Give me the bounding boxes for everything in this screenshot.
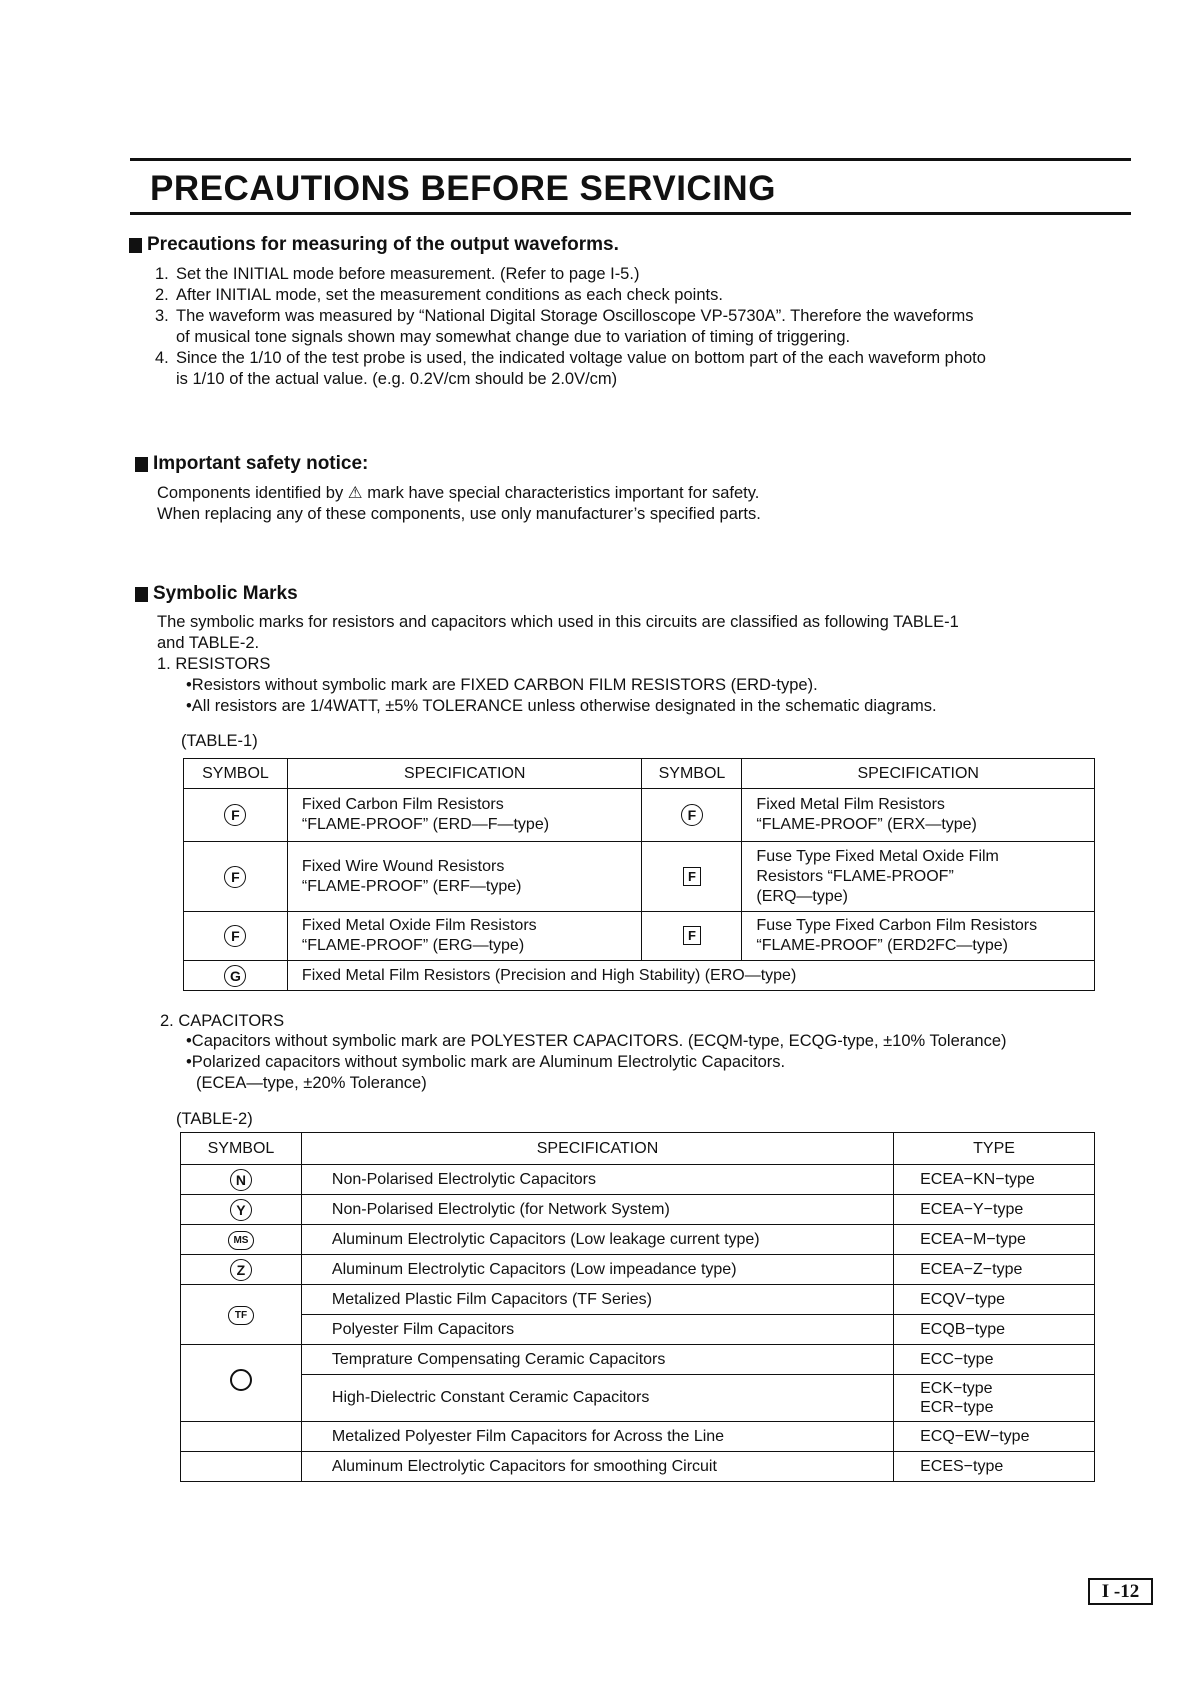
circled-g-symbol-icon: G: [224, 965, 246, 987]
page-title: PRECAUTIONS BEFORE SERVICING: [150, 169, 776, 208]
circled-f-symbol-icon: F: [224, 804, 246, 826]
list-item: 2. After INITIAL mode, set the measurement conditions as each check points.: [155, 286, 723, 304]
capacitors-title: 2. CAPACITORS: [160, 1012, 285, 1030]
circled-f-symbol-icon: F: [224, 925, 246, 947]
list-item-continuation: is 1/10 of the actual value. (e.g. 0.2V/cm should be 2.0V/cm): [176, 370, 618, 388]
table-row: Polyester Film Capacitors ECQB−type: [181, 1315, 1095, 1345]
capacitors-bullet-3: (ECEA—type, ±20% Tolerance): [196, 1074, 427, 1092]
resistors-bullet-2: •All resistors are 1/4WATT, ±5% TOLERANCE unless otherwise designated in the schematic diagrams.: [186, 697, 937, 715]
table-row: G Fixed Metal Film Resistors (Precision and High Stability) (ERO—type): [184, 961, 1095, 991]
circled-tf-symbol-icon: TF: [228, 1306, 254, 1325]
symbolic-intro-line1: The symbolic marks for resistors and capacitors which used in this circuits are classified as following TABLE-1: [157, 613, 959, 631]
table-row: F Fixed Metal Oxide Film Resistors “FLAME-PROOF” (ERG—type) F Fuse Type Fixed Carbon Film Resistors “FLAME-PROOF” (ERD2FC—type): [184, 912, 1095, 961]
capacitor-table: [180, 1132, 1095, 1482]
open-circle-symbol-icon: [230, 1369, 252, 1391]
resistor-table: [183, 758, 1095, 991]
circled-y-symbol-icon: Y: [230, 1199, 252, 1221]
table-row: TF Metalized Plastic Film Capacitors (TF Series) ECQV−type: [181, 1285, 1095, 1315]
measuring-heading: Precautions for measuring of the output waveforms.: [129, 234, 619, 256]
table-row: MS Aluminum Electrolytic Capacitors (Low leakage current type) ECEA−M−type: [181, 1225, 1095, 1255]
table-row: Aluminum Electrolytic Capacitors for smoothing Circuit ECES−type: [181, 1452, 1095, 1482]
boxed-f-symbol-icon: F: [683, 867, 701, 886]
symbolic-intro-line2: and TABLE-2.: [157, 634, 260, 652]
header-symbol: SYMBOL: [181, 1133, 302, 1165]
circled-ms-symbol-icon: MS: [228, 1231, 254, 1250]
table-row: Z Aluminum Electrolytic Capacitors (Low impeadance type) ECEA−Z−type: [181, 1255, 1095, 1285]
table1-label: (TABLE-1): [181, 732, 258, 750]
table-row: Temprature Compensating Ceramic Capacitors ECC−type: [181, 1345, 1095, 1375]
table-row: F Fixed Carbon Film Resistors “FLAME-PROOF” (ERD—F—type) F Fixed Metal Film Resistors “FLAME-PROOF” (ERX—type): [184, 789, 1095, 842]
resistors-bullet-1: •Resistors without symbolic mark are FIXED CARBON FILM RESISTORS (ERD-type).: [186, 676, 818, 694]
capacitors-bullet-1: •Capacitors without symbolic mark are POLYESTER CAPACITORS. (ECQM-type, ECQG-type, ±10% Tolerance): [186, 1032, 1007, 1050]
table2-label: (TABLE-2): [176, 1110, 253, 1128]
header-specification: SPECIFICATION: [301, 1133, 893, 1165]
table-header-row: [184, 759, 1095, 789]
title-top-rule: [130, 158, 1131, 161]
list-item-continuation: of musical tone signals shown may somewhat change due to variation of timing of triggering.: [176, 328, 851, 346]
list-item: 4. Since the 1/10 of the test probe is used, the indicated voltage value on bottom part of the each waveform photo: [155, 349, 986, 367]
list-item: 1. Set the INITIAL mode before measurement. (Refer to page I-5.): [155, 265, 640, 283]
table-row: Y Non-Polarised Electrolytic (for Network System) ECEA−Y−type: [181, 1195, 1095, 1225]
page-number: I -12: [1088, 1578, 1153, 1605]
resistors-title: 1. RESISTORS: [157, 655, 271, 673]
warning-triangle-icon: ⚠: [347, 484, 363, 502]
list-item: 3. The waveform was measured by “National Digital Storage Oscilloscope VP-5730A”. Therefore the waveforms: [155, 307, 974, 325]
bullet-square-icon: [135, 457, 148, 472]
bullet-square-icon: [129, 238, 142, 253]
bullet-square-icon: [135, 587, 148, 602]
table-row: F Fixed Wire Wound Resistors “FLAME-PROOF” (ERF—type) F Fuse Type Fixed Metal Oxide Film Resistors “FLAME-PROOF” (ERQ—type): [184, 842, 1095, 912]
circled-n-symbol-icon: N: [230, 1169, 252, 1191]
circled-f-symbol-icon: F: [224, 866, 246, 888]
circled-f-symbol-icon: F: [681, 804, 703, 826]
safety-text-line1: Components identified by ⚠ mark have special characteristics important for safety.: [157, 484, 760, 502]
table-row: N Non-Polarised Electrolytic Capacitors ECEA−KN−type: [181, 1165, 1095, 1195]
safety-heading: Important safety notice:: [135, 453, 368, 475]
symbolic-heading: Symbolic Marks: [135, 583, 298, 605]
capacitors-bullet-2: •Polarized capacitors without symbolic mark are Aluminum Electrolytic Capacitors.: [186, 1053, 786, 1071]
header-symbol: SYMBOL: [184, 759, 288, 789]
header-symbol-2: SYMBOL: [642, 759, 742, 789]
header-specification-2: SPECIFICATION: [742, 759, 1095, 789]
table-row: Metalized Polyester Film Capacitors for Across the Line ECQ−EW−type: [181, 1422, 1095, 1452]
circled-z-symbol-icon: Z: [230, 1259, 252, 1281]
header-specification: SPECIFICATION: [287, 759, 642, 789]
title-bottom-rule: [130, 212, 1131, 215]
table-row: High-Dielectric Constant Ceramic Capacitors ECK−type ECR−type: [181, 1375, 1095, 1422]
safety-text-line2: When replacing any of these components, use only manufacturer’s specified parts.: [157, 505, 761, 523]
header-type: TYPE: [894, 1133, 1095, 1165]
boxed-f-symbol-icon: F: [683, 926, 701, 945]
table-header-row: [181, 1133, 1095, 1165]
